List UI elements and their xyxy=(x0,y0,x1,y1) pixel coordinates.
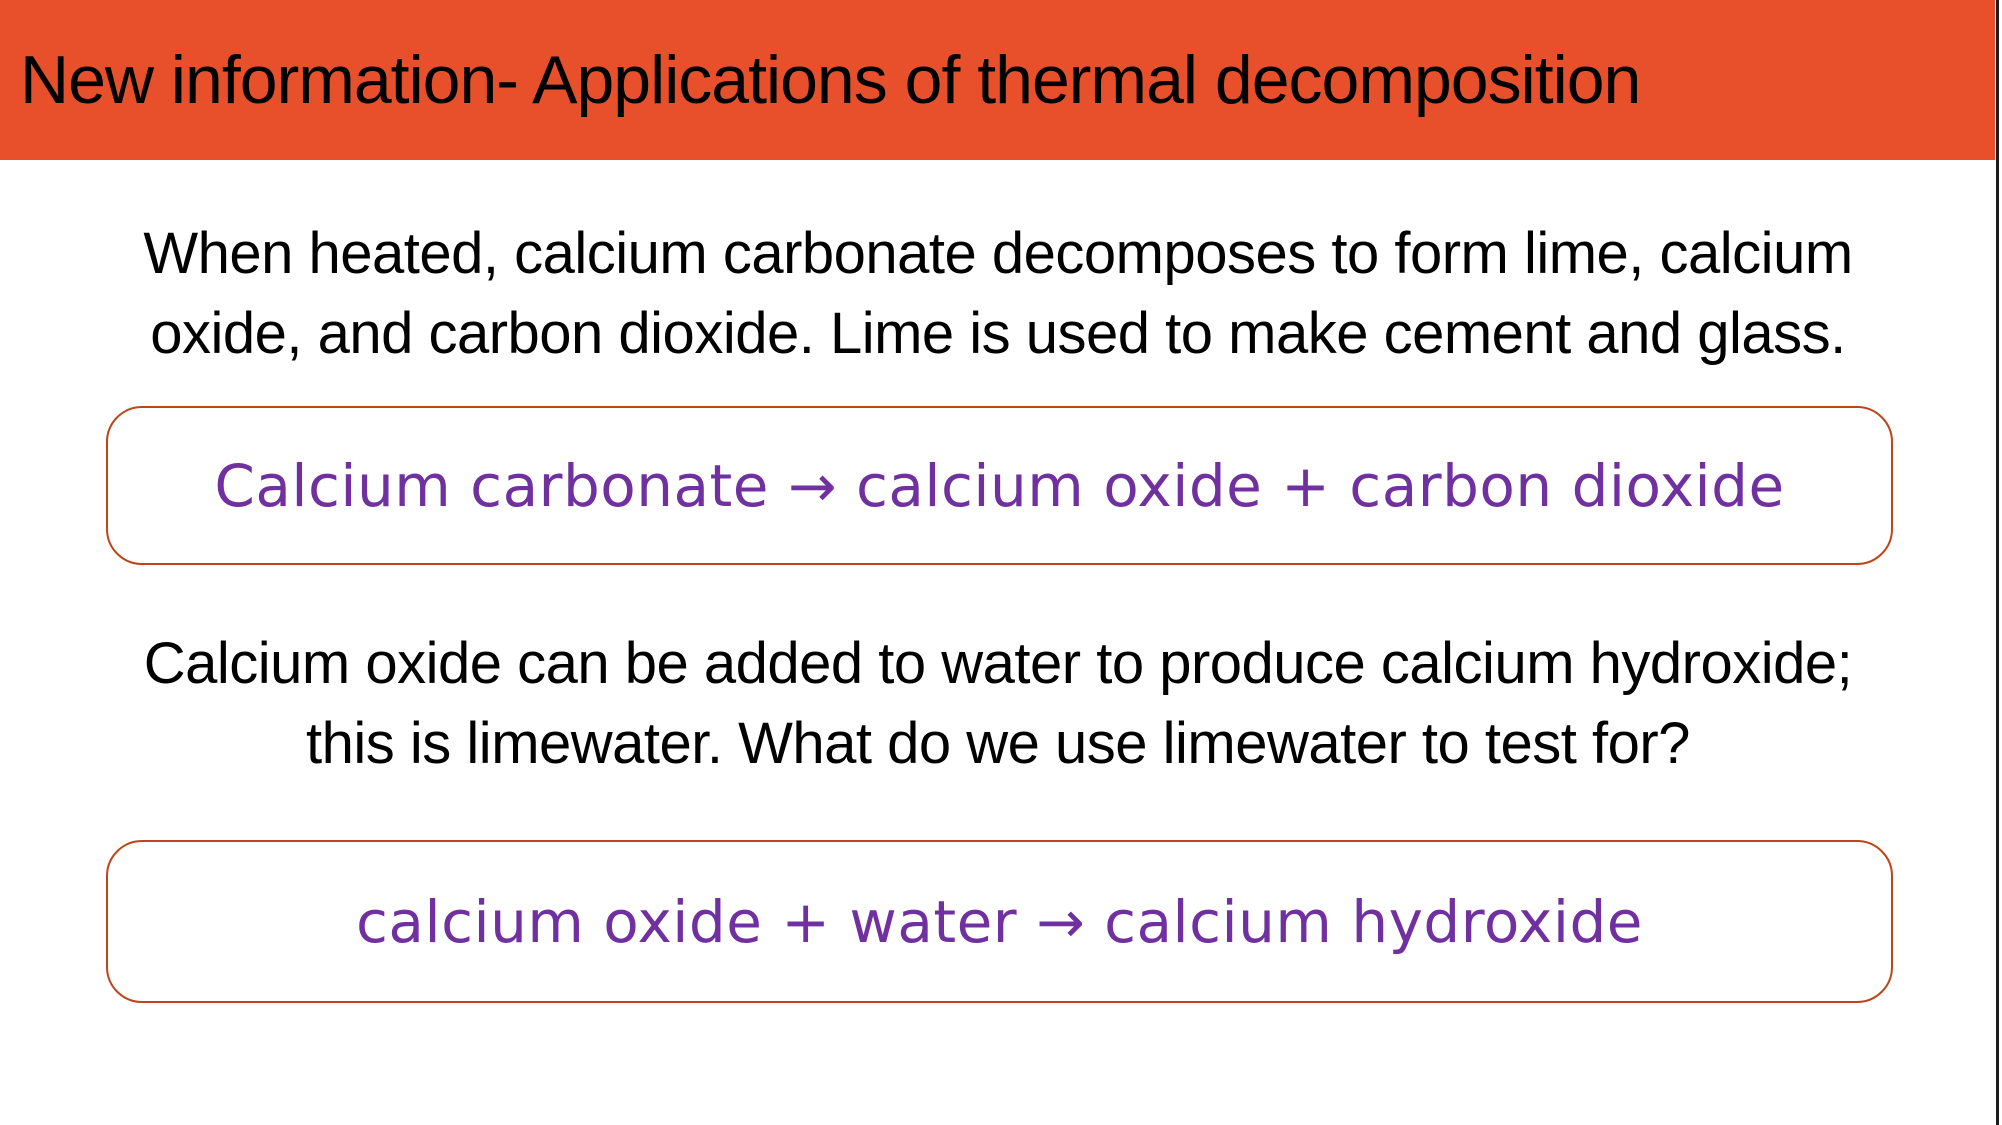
equation-box-1 xyxy=(106,406,1893,565)
slide-title-bar xyxy=(0,0,1995,160)
intro-paragraph-line-2: oxide, and carbon dioxide. Lime is used to make cement and glass. xyxy=(150,301,1846,366)
equation-box-2 xyxy=(106,840,1893,1003)
equation-2-text: calcium oxide + water → calcium hydroxide xyxy=(356,887,1643,956)
question-paragraph-line-1: Calcium oxide can be added to water to produce calcium hydroxide; xyxy=(143,631,1853,696)
page-title: New information- Applications of thermal decomposition xyxy=(20,42,1641,118)
intro-paragraph xyxy=(0,214,1996,374)
slide-right-edge-line xyxy=(1996,0,1999,1125)
question-paragraph xyxy=(0,624,1996,784)
equation-1-text: Calcium carbonate → calcium oxide + carbon dioxide xyxy=(214,451,1785,520)
question-paragraph-line-2: this is limewater. What do we use limewater to test for? xyxy=(306,711,1690,776)
intro-paragraph-line-1: When heated, calcium carbonate decomposes to form lime, calcium xyxy=(143,221,1853,286)
